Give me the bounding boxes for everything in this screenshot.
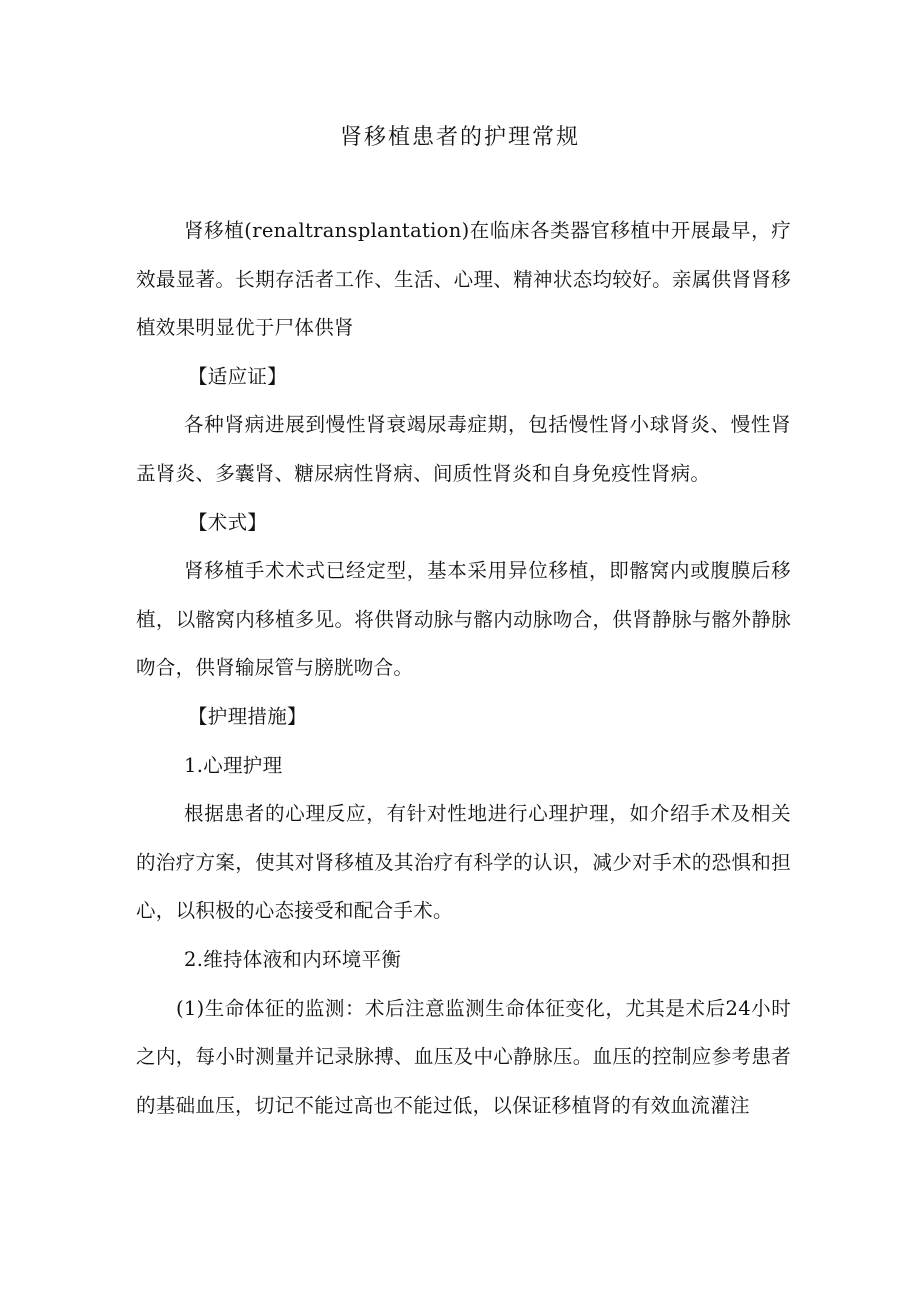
vital-signs-paragraph: (1)生命体征的监测：术后注意监测生命体征变化，尤其是术后24小时之内，每小时测量并记录脉搏、血压及中心静脉压。血压的控制应参考患者的基础血压，切记不能过高也不能过低，以保证移植肾的有效血流灌注 [136, 996, 791, 1117]
document-body [136, 207, 791, 1130]
intro-paragraph: 肾移植(renaltransplantation)在临床各类器官移植中开展最早，疗效最显著。长期存活者工作、生活、心理、精神状态均较好。亲属供肾肾移植效果明显优于尸体供肾 [136, 219, 791, 340]
indications-paragraph: 各种肾病进展到慢性肾衰竭尿毒症期，包括慢性肾小球肾炎、慢性肾盂肾炎、多囊肾、糖尿病性肾病、间质性肾炎和自身免疫性肾病。 [136, 413, 791, 485]
psychological-care-paragraph: 根据患者的心理反应，有针对性地进行心理护理，如介绍手术及相关的治疗方案，使其对肾移植及其治疗有科学的认识，减少对手术的恐惧和担心，以积极的心态接受和配合手术。 [136, 802, 791, 923]
section-heading-indications: 【适应证】 [188, 364, 288, 388]
subheading-psychological-care: 1.心理护理 [184, 753, 283, 777]
section-heading-nursing: 【护理措施】 [188, 704, 307, 728]
document-title: 肾移植患者的护理常规 [339, 125, 580, 150]
procedure-paragraph: 肾移植手术术式已经定型，基本采用异位移植，即髂窝内或腹膜后移植，以髂窝内移植多见。将供肾动脉与髂内动脉吻合，供肾静脉与髂外静脉吻合，供肾输尿管与膀胱吻合。 [136, 559, 791, 680]
subheading-fluid-balance: 2.维持体液和内环境平衡 [184, 947, 402, 971]
section-heading-procedure: 【术式】 [188, 510, 268, 534]
